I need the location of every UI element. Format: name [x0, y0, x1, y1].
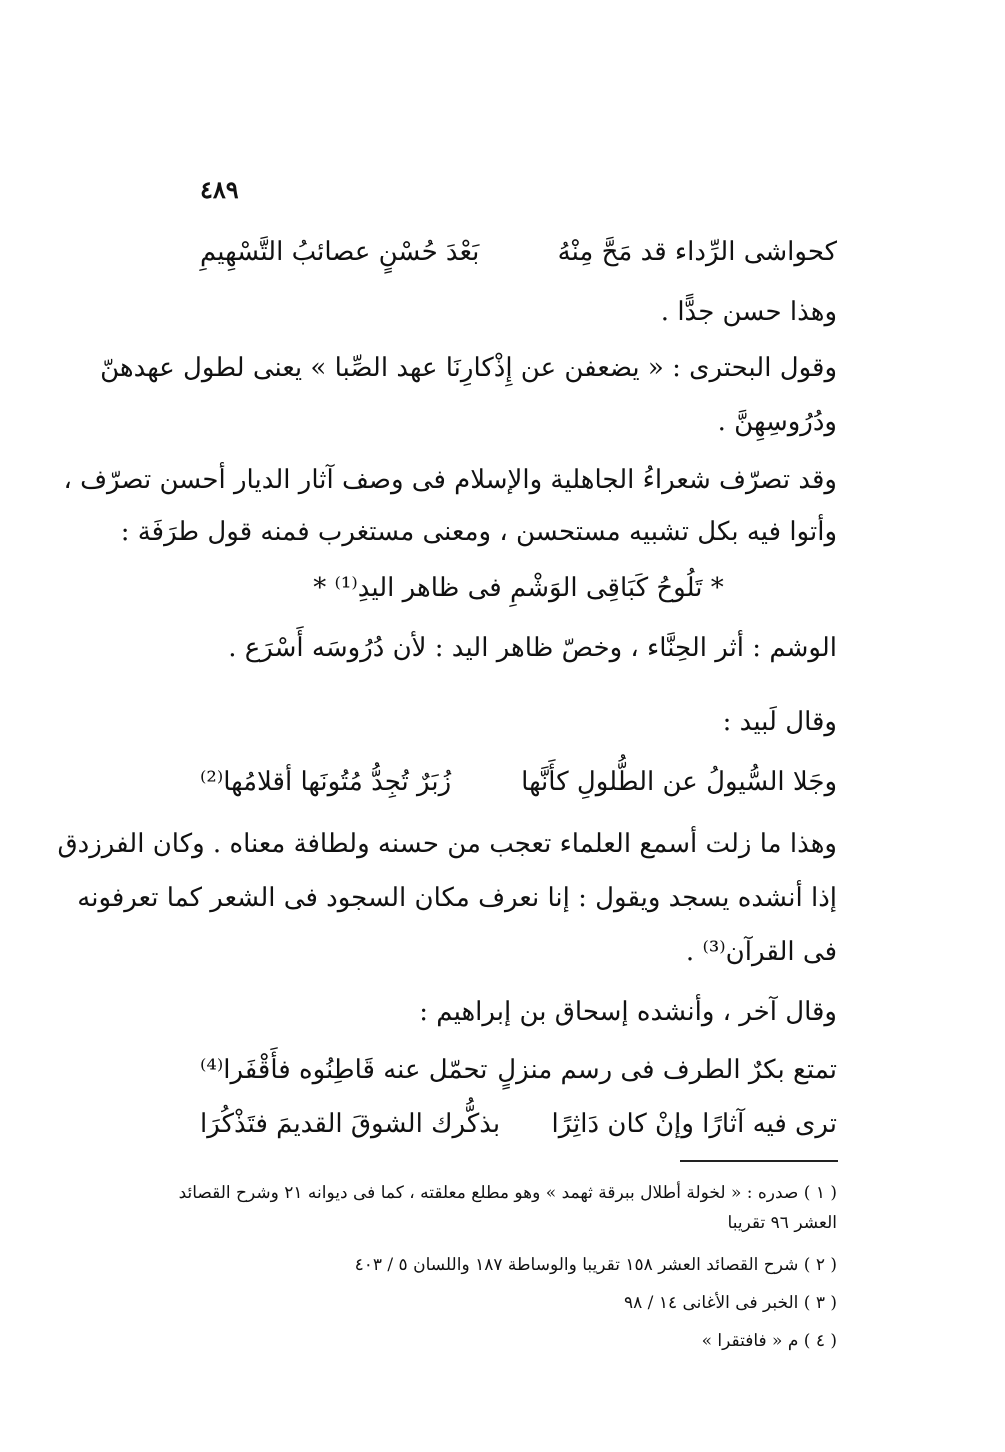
hemistich-second: تحمّل عنه قَاطِنُوه فأَقْفَرا⁽⁴⁾ — [200, 1055, 488, 1085]
text-line: ودُرُوسِهِنَّ . — [717, 407, 837, 437]
hemistich-second: بذكُّرك الشوقَ القديمَ فتَذْكُرَا — [200, 1109, 501, 1139]
text-line: وهذا ما زلت أسمع العلماء تعجب من حسنه ولطافة معناه . وكان الفرزدق — [57, 829, 837, 859]
text-line: وأتوا فيه بكل تشبيه مستحسن ، ومعنى مستغرب فمنه قول طرَفَة : — [120, 517, 837, 547]
text-line: الوشم : أثر الحِنَّاء ، وخصّ ظاهر اليد : لأن دُرُوسَه أَسْرَع . — [228, 633, 837, 663]
footnote-line: ( ٣ ) الخبر فى الأغانى ١٤ / ٩٨ — [624, 1293, 837, 1313]
verse-line — [200, 1050, 837, 1090]
hemistich-first: تمتع بكرٌ الطرف فى رسم منزلٍ — [497, 1055, 837, 1085]
verse-fragment: * تَلُوحُ كَبَاقِى الوَشْمِ فى ظاهر اليدِ⁽¹⁾ * — [313, 573, 724, 603]
hemistich-first: ترى فيه آثارًا وإنْ كان دَاثِرًا — [551, 1109, 837, 1139]
footnote-line: ( ٢ ) شرح القصائد العشر ١٥٨ تقريبا والوساطة ١٨٧ واللسان ٥ / ٤٠٣ — [354, 1255, 837, 1275]
hemistich-second: زُبَرٌ تُجِدُّ مُتُونَها أقلامُها⁽²⁾ — [200, 767, 452, 797]
text-line: وقد تصرّف شعراءُ الجاهلية والإسلام فى وصف آثار الديار أحسن تصرّف ، — [63, 465, 837, 495]
text-line: إذا أنشده يسجد ويقول : إنا نعرف مكان السجود فى الشعر كما تعرفونه — [77, 883, 837, 913]
text-line: وقال آخر ، وأنشده إسحاق بن إبراهيم : — [419, 997, 837, 1027]
footnote-line: العشر ٩٦ تقريبا — [727, 1213, 837, 1233]
text-line: وهذا حسن جدًّا . — [660, 297, 837, 327]
footnote-line: ( ١ ) صدره : « لخولة أطلال ببرقة ثهمد » وهو مطلع معلقته ، كما فى ديوانه ٢١ وشرح القصائد — [178, 1183, 837, 1203]
verse-line — [200, 232, 837, 272]
hemistich-first: وجَلا السُّيولُ عن الطُّلولِ كأَنَّها — [521, 767, 837, 797]
text-line: وقول البحترى : « يضعفن عن إِذْكارِنَا عهد الصِّبا » يعنى لطول عهدهنّ — [100, 353, 837, 383]
text-line: وقال لَبيد : — [722, 707, 837, 737]
hemistich-first: كحواشى الرِّداء قد مَحَّ مِنْهُ — [557, 237, 837, 267]
hemistich-second: بَعْدَ حُسْنٍ عصائبُ التَّسْهِيمِ — [200, 237, 480, 267]
text-line: فى القرآن⁽³⁾ . — [685, 937, 837, 967]
verse-line — [200, 762, 837, 802]
verse-line — [200, 1104, 837, 1144]
footnote-divider — [680, 1160, 838, 1162]
footnote-line: ( ٤ ) م « فافتقرا » — [701, 1331, 837, 1351]
page-number: ٤٨٩ — [200, 175, 239, 204]
